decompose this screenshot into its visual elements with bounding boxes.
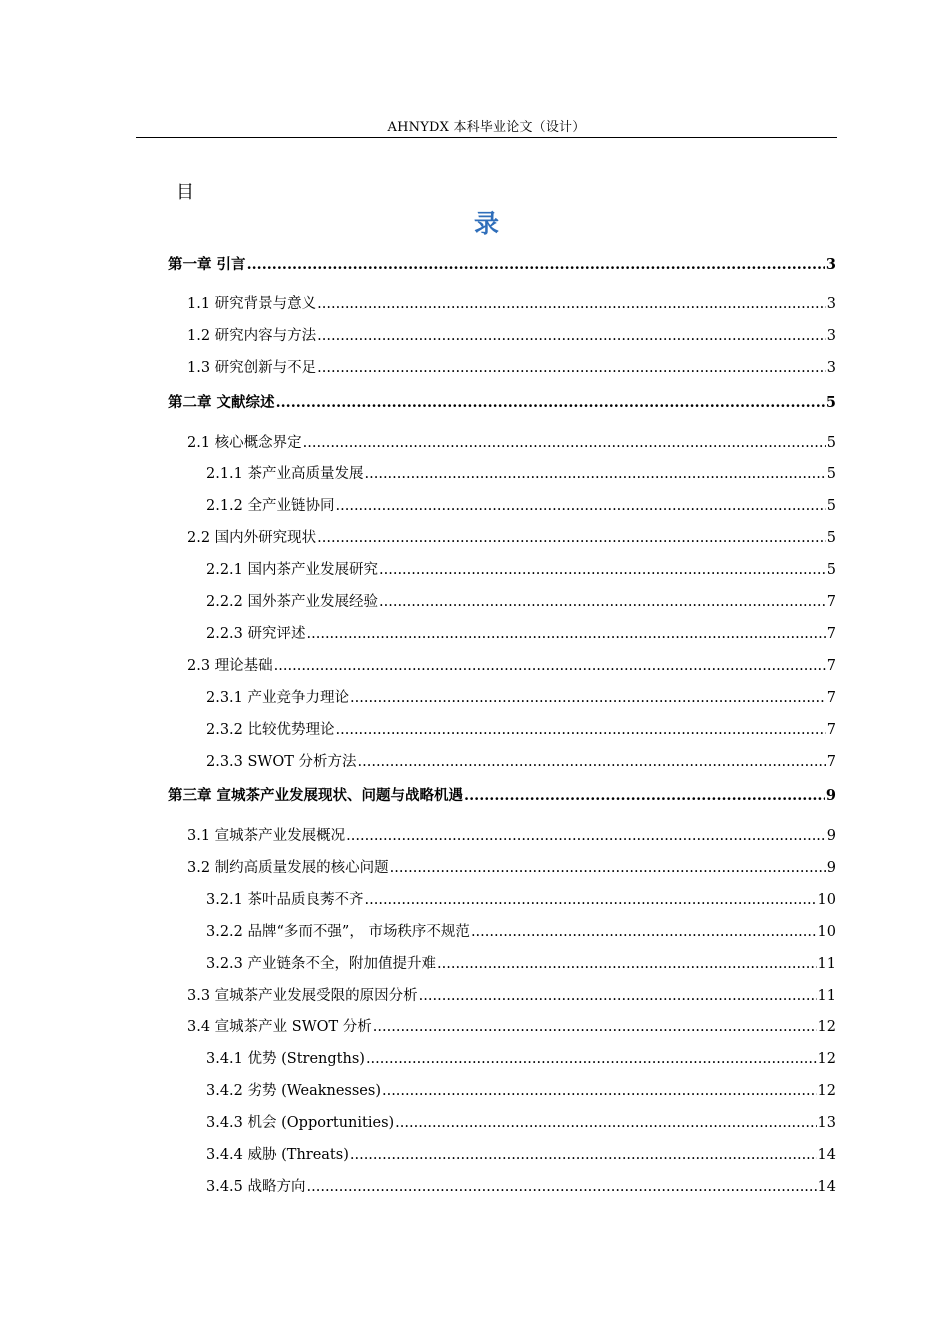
toc-entry-label: 1.1 研究背景与意义 (187, 296, 317, 312)
toc-dot-leader (317, 325, 826, 347)
running-header: AHNYDX 本科毕业论文（设计） (387, 120, 586, 135)
toc-entry[interactable] (206, 591, 836, 613)
toc-entry[interactable] (187, 293, 836, 315)
toc-dot-leader (336, 495, 826, 517)
toc-entry[interactable] (187, 325, 836, 347)
toc-entry-label: 3.3 宣城茶产业发展受限的原因分析 (187, 988, 418, 1004)
toc-entry-page: 3 (826, 296, 836, 312)
toc-dot-leader (307, 623, 826, 645)
toc-entry[interactable] (168, 392, 836, 414)
toc-dot-leader (395, 1112, 816, 1134)
toc-entry-label: 3.4.5 战略方向 (206, 1179, 306, 1195)
toc-entry[interactable] (206, 719, 836, 741)
toc-entry[interactable] (187, 1016, 836, 1038)
toc-dot-leader (390, 857, 826, 879)
toc-title-part2: 录 (473, 209, 499, 238)
toc-entry[interactable] (187, 825, 836, 847)
toc-entry[interactable] (206, 1080, 836, 1102)
toc-entry[interactable] (168, 254, 836, 276)
toc-dot-leader (471, 921, 817, 943)
toc-entry-page: 14 (817, 1179, 836, 1195)
toc-entry-label: 3.2.2 品牌“多而不强”， 市场秩序不规范 (206, 924, 470, 940)
toc-entry-page: 5 (826, 498, 836, 514)
toc-entry-page: 5 (826, 466, 836, 482)
toc-entry-page: 3 (826, 360, 836, 376)
toc-entry-page: 7 (826, 658, 836, 674)
toc-entry-label: 3.4.3 机会 (Opportunities) (206, 1115, 395, 1131)
toc-dot-leader (317, 527, 826, 549)
toc-dot-leader (365, 889, 817, 911)
toc-entry-page: 11 (817, 988, 836, 1004)
toc-entry-label: 1.2 研究内容与方法 (187, 328, 317, 344)
toc-entry-label: 3.4.4 威胁 (Threats) (206, 1147, 349, 1163)
toc-entry[interactable] (168, 785, 836, 807)
toc-entry[interactable] (206, 1048, 836, 1070)
toc-entry-label: 2.2.2 国外茶产业发展经验 (206, 594, 379, 610)
toc-entry-page: 9 (826, 860, 836, 876)
toc-entry-label: 2.3.3 SWOT 分析方法 (206, 754, 357, 770)
toc-entry-label: 3.4 宣城茶产业 SWOT 分析 (187, 1019, 372, 1035)
toc-entry-label: 3.4.1 优势 (Strengths) (206, 1051, 365, 1067)
toc-entry-page: 14 (817, 1147, 836, 1163)
toc-entry[interactable] (187, 655, 836, 677)
toc-entry[interactable] (206, 463, 836, 485)
toc-dot-leader (307, 1176, 817, 1198)
toc-entry[interactable] (187, 857, 836, 879)
toc-entry-label: 3.4.2 劣势 (Weaknesses) (206, 1083, 381, 1099)
toc-dot-leader (336, 719, 826, 741)
toc-entry-label: 第一章 引言 (168, 256, 246, 273)
toc-entry-page: 9 (825, 787, 836, 804)
toc-dot-leader (419, 985, 817, 1007)
toc-dot-leader (317, 293, 826, 315)
toc-dot-leader (276, 392, 825, 414)
toc-dot-leader (379, 591, 826, 613)
toc-dot-leader (365, 463, 826, 485)
toc-entry-page: 5 (825, 394, 836, 411)
toc-entry-page: 12 (817, 1019, 836, 1035)
toc-entry[interactable] (187, 985, 836, 1007)
toc-entry-page: 7 (826, 626, 836, 642)
toc-dot-leader (373, 1016, 817, 1038)
toc-entry-page: 5 (826, 562, 836, 578)
toc-entry-page: 5 (826, 435, 836, 451)
toc-entry-label: 2.3 理论基础 (187, 658, 273, 674)
toc-dot-leader (350, 687, 826, 709)
toc-entry-page: 12 (817, 1051, 836, 1067)
header-rule (136, 137, 837, 138)
toc-entry-label: 2.2.1 国内茶产业发展研究 (206, 562, 379, 578)
toc-entry[interactable] (206, 623, 836, 645)
toc-entry[interactable] (187, 432, 836, 454)
toc-entry-page: 9 (826, 828, 836, 844)
toc-entry[interactable] (187, 527, 836, 549)
toc-dot-leader (247, 254, 825, 276)
toc-entry[interactable] (206, 953, 836, 975)
toc-entry[interactable] (206, 889, 836, 911)
toc-entry-page: 7 (826, 754, 836, 770)
toc-entry-page: 10 (817, 892, 836, 908)
toc-entry-page: 7 (826, 594, 836, 610)
toc-entry-label: 1.3 研究创新与不足 (187, 360, 317, 376)
toc-dot-leader (366, 1048, 817, 1070)
toc-entry[interactable] (206, 1144, 836, 1166)
toc-dot-leader (379, 559, 826, 581)
toc-entry-label: 3.2 制约高质量发展的核心问题 (187, 860, 389, 876)
toc-entry-page: 13 (817, 1115, 836, 1131)
toc-entry[interactable] (206, 751, 836, 773)
toc-entry[interactable] (206, 495, 836, 517)
toc-entry-label: 3.2.1 茶叶品质良莠不齐 (206, 892, 364, 908)
toc-entry-label: 第三章 宣城茶产业发展现状、问题与战略机遇 (168, 787, 464, 804)
toc-dot-leader (346, 825, 826, 847)
toc-entry-label: 2.1.2 全产业链协同 (206, 498, 335, 514)
toc-dot-leader (382, 1080, 817, 1102)
toc-title-part1: 目 (176, 182, 194, 203)
toc-entry[interactable] (187, 357, 836, 379)
toc-entry-label: 2.3.1 产业竞争力理论 (206, 690, 350, 706)
toc-entry-label: 2.1.1 茶产业高质量发展 (206, 466, 364, 482)
toc-dot-leader (358, 751, 826, 773)
toc-entry-page: 10 (817, 924, 836, 940)
toc-entry-label: 2.1 核心概念界定 (187, 435, 302, 451)
toc-entry-label: 3.2.3 产业链条不全，附加值提升难 (206, 956, 437, 972)
toc-entry-page: 11 (817, 956, 836, 972)
toc-entry-label: 第二章 文献综述 (168, 394, 275, 411)
toc-entry-page: 3 (825, 256, 836, 273)
toc-dot-leader (317, 357, 826, 379)
toc-entry-page: 3 (826, 328, 836, 344)
toc-entry[interactable] (206, 1112, 836, 1134)
toc-dot-leader (464, 785, 825, 807)
toc-dot-leader (437, 953, 817, 975)
toc-entry[interactable] (206, 559, 836, 581)
toc-entry-page: 5 (826, 530, 836, 546)
toc-entry-label: 2.2.3 研究评述 (206, 626, 306, 642)
toc-entry[interactable] (206, 921, 836, 943)
toc-dot-leader (350, 1144, 817, 1166)
toc-entry[interactable] (206, 1176, 836, 1198)
toc-entry-label: 2.2 国内外研究现状 (187, 530, 317, 546)
toc-entry-page: 7 (826, 690, 836, 706)
toc-entry-page: 12 (817, 1083, 836, 1099)
toc-dot-leader (303, 432, 826, 454)
toc-entry[interactable] (206, 687, 836, 709)
toc-entry-page: 7 (826, 722, 836, 738)
toc-dot-leader (274, 655, 826, 677)
toc-entry-label: 3.1 宣城茶产业发展概况 (187, 828, 346, 844)
toc-entry-label: 2.3.2 比较优势理论 (206, 722, 335, 738)
